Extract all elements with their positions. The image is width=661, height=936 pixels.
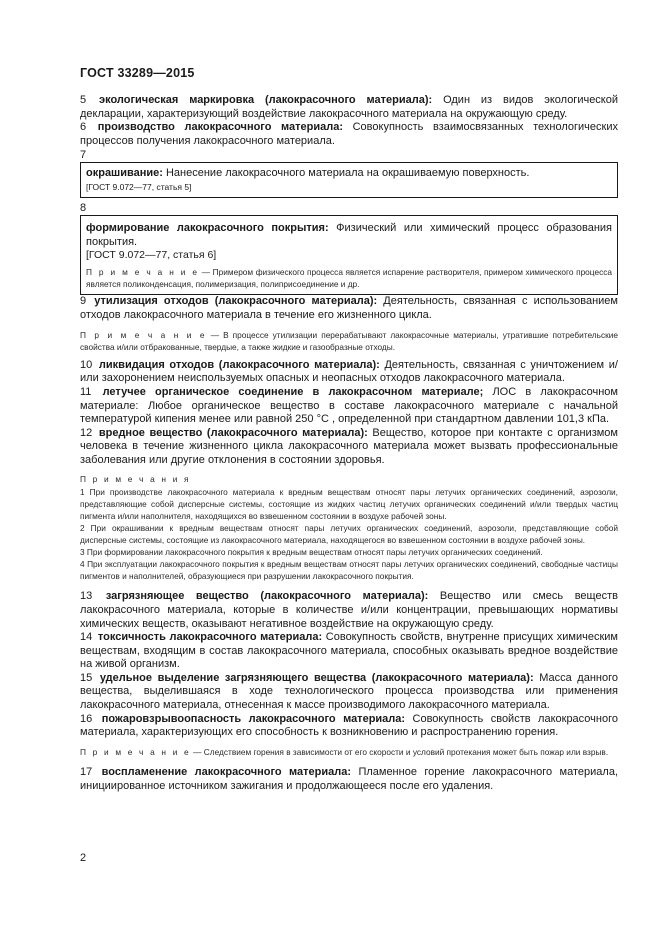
term: удельное выделение загрязняющего вещества (лакокрасочного материала):: [99, 671, 534, 684]
definition: Деятельность, связанная с использованием отходов лакокрасочного материала в течение его жизненного цикла.: [80, 295, 618, 321]
entry-15: 15 удельное выделение загрязняющего вещества (лакокрасочного материала): Масса данного вещества, выделившаяся в ходе технологического процесса производства или применения лакокрасочного материала, отнесенная к массе производимого лакокрасочного материала.: [80, 671, 618, 712]
note-4: 4 При эксплуатации лакокрасочного покрытия к вредным веществам относят пары летучих органических соединений, свободные частицы пигментов и наполнителей, образующиеся при разрушении лакокрасочного покрытия.: [80, 559, 618, 582]
entry-9: 9 утилизация отходов (лакокрасочного материала): Деятельность, связанная с использованием отходов лакокрасочного материала в течение его жизненного цикла.: [80, 295, 618, 321]
term: окрашивание:: [86, 167, 163, 180]
note-2: 2 При окрашивании к вредным веществам относят пары летучих органических соединений, аэрозоли, представляющие собой дисперсные системы, состоящие из лакокрасочного материала, находящегося во взвешенном состоянии в воздухе рабочей зоны.: [80, 522, 618, 545]
note: П р и м е ч а н и е — В процессе утилизации перерабатывают лакокрасочные материалы, утратившие потребительские свойства и/или отбракованные, твердые, а также жидкие и газообразные отходы.: [80, 329, 618, 352]
term: экологическая маркировка (лакокрасочного материала):: [99, 94, 433, 106]
definition: Один из видов экологической декларации, характеризующий воздействие лакокрасочного материала на окружающую среду.: [80, 94, 619, 120]
entry-12: 12 вредное вещество (лакокрасочного материала): Вещество, которое при контакте с организмом человека в течение жизненного цикла лакокрасочного материала может вызвать профессиональные заболевания или другие отклонения в состоянии здоровья.: [80, 426, 618, 466]
note: П р и м е ч а н и е — Примером физического процесса является испарение растворителя, примером химического процесса является поликонденсация, полимеризация, полиприсоединение и др.: [86, 267, 612, 290]
entry-7: [86, 167, 612, 181]
definition: Совокупность свойств лакокрасочного материала, характеризующих его способность к возникновению и распространению горения.: [80, 712, 618, 739]
definition: Вещество, которое при контакте с организмом человека в течение жизненного цикла лакокрасочного материала может вызвать профессиональные заболевания или другие отклонения в состоянии здоровья.: [80, 426, 618, 466]
entry-10: 10 ликвидация отходов (лакокрасочного материала): Деятельность, связанная с уничтожением и/или захоронением неиспользуемых опасных и неопасных отходов лакокрасочного материала.: [80, 358, 618, 385]
term: пожаровзрывоопасность лакокрасочного материала:: [101, 712, 406, 725]
definition: ЛОС в лакокрасочном материале: Любое органическое вещество в составе лакокрасочного материале с начальной температурой кипения менее или равной 250 °С , определенной при стандартном давлении 101,3 кПа.: [80, 385, 618, 426]
entry-11: 11 летучее органическое соединение в лакокрасочном материале; ЛОС в лакокрасочном материале: Любое органическое вещество в составе лакокрасочного материале с начальной температурой кипения менее или равной 250 °С , определенной при стандартном давлении 101,3 кПа.: [80, 385, 618, 426]
entry-17: 17 воспламенение лакокрасочного материала: Пламенное горение лакокрасочного материала, инициированное источником зажигания и продолжающееся после его удаления.: [80, 765, 618, 792]
page-number: 2: [80, 852, 87, 864]
definition: Деятельность, связанная с уничтожением и/или захоронением неиспользуемых опасных и неопасных отходов лакокрасочного материала.: [80, 358, 618, 385]
definition: Вещество или смесь веществ лакокрасочного материала, которые в количестве и/или концентрации, превышающих нормативы химических веществ, оказывают негативное воздействие на окружающую среду.: [80, 590, 618, 630]
definition: Физический или химический процесс образования покрытия.: [86, 221, 612, 248]
document-header: ГОСТ 33289—2015: [80, 66, 195, 80]
term: формирование лакокрасочного покрытия:: [86, 221, 329, 234]
reference: [ГОСТ 9.072—77, статья 6]: [86, 249, 217, 262]
entry-7-box: [80, 162, 618, 198]
notes-heading: П р и м е ч а н и я: [80, 474, 191, 485]
entry-13: 13 загрязняющее вещество (лакокрасочного материала): Вещество или смесь веществ лакокрасочного материала, которые в количестве и/или концентрации, превышающих нормативы химических веществ, оказывают негативное воздействие на окружающую среду.: [80, 590, 618, 630]
term: токсичность лакокрасочного материала:: [97, 631, 323, 644]
definition: Нанесение лакокрасочного материала на окрашиваемую поверхность.: [165, 167, 530, 180]
entry-8-box: [80, 215, 618, 295]
entry-5: 5 экологическая маркировка (лакокрасочного материала): Один из видов экологической декларации, характеризующий воздействие лакокрасочного материала на окружающую среду.: [80, 94, 619, 120]
term: летучее органическое соединение в лакокрасочном материале;: [102, 385, 484, 398]
entry-7-number: 7: [80, 149, 87, 162]
definition: Пламенное горение лакокрасочного материала, инициированное источником зажигания и продолжающееся после его удаления.: [80, 765, 618, 792]
entry-6: 6 производство лакокрасочного материала: Совокупность взаимосвязанных технологических процессов получения лакокрасочного материала.: [80, 121, 618, 147]
term: загрязняющее вещество (лакокрасочного материала):: [105, 590, 429, 603]
term: вредное вещество (лакокрасочного материала):: [98, 426, 368, 439]
term: утилизация отходов (лакокрасочного материала):: [94, 295, 378, 308]
term: воспламенение лакокрасочного материала:: [101, 765, 352, 778]
entry-8-number: 8: [80, 201, 87, 214]
definition: Совокупность взаимосвязанных технологических процессов получения лакокрасочного материала.: [80, 121, 618, 147]
document-body: [80, 94, 618, 793]
definition: Совокупность свойств, внутренне присущих химическим веществам, входящим в состав лакокрасочного материала, способных оказывать вредное воздействие на живой организм.: [80, 631, 618, 671]
term: производство лакокрасочного материала:: [97, 121, 344, 134]
note-1: 1 При производстве лакокрасочного материала к вредным веществам относят пары летучих органических соединений, аэрозоли, представляющие собой дисперсные системы, состоящие из жидких частиц летучих органических соединений и/или твердых частиц пигмента и/или наполнителя, находящихся во взвешенном состоянии в воздухе рабочей зоны.: [80, 486, 618, 521]
entry-16: 16 пожаровзрывоопасность лакокрасочного материала: Совокупность свойств лакокрасочного материала, характеризующих его способность к возникновению и распространению горения.: [80, 712, 618, 739]
note-3: 3 При формировании лакокрасочного покрытия к вредным веществам относят пары летучих органических соединений.: [80, 547, 543, 558]
definition: Масса данного вещества, выделившаяся в ходе технологического процесса производства или применения лакокрасочного материала, отнесенная к массе производимого лакокрасочного материала.: [80, 671, 618, 712]
term: ликвидация отходов (лакокрасочного материала):: [98, 358, 380, 371]
reference: [ГОСТ 9.072—77, статья 5]: [86, 181, 192, 192]
note: П р и м е ч а н и е — Следствием горения в зависимости от его скорости и условий протекания может быть пожар или взрыв.: [80, 746, 609, 757]
entry-8: [86, 222, 612, 249]
entry-14: 14 токсичность лакокрасочного материала: Совокупность свойств, внутренне присущих химическим веществам, входящим в состав лакокрасочного материала, способных оказывать вредное воздействие на живой организм.: [80, 631, 618, 671]
